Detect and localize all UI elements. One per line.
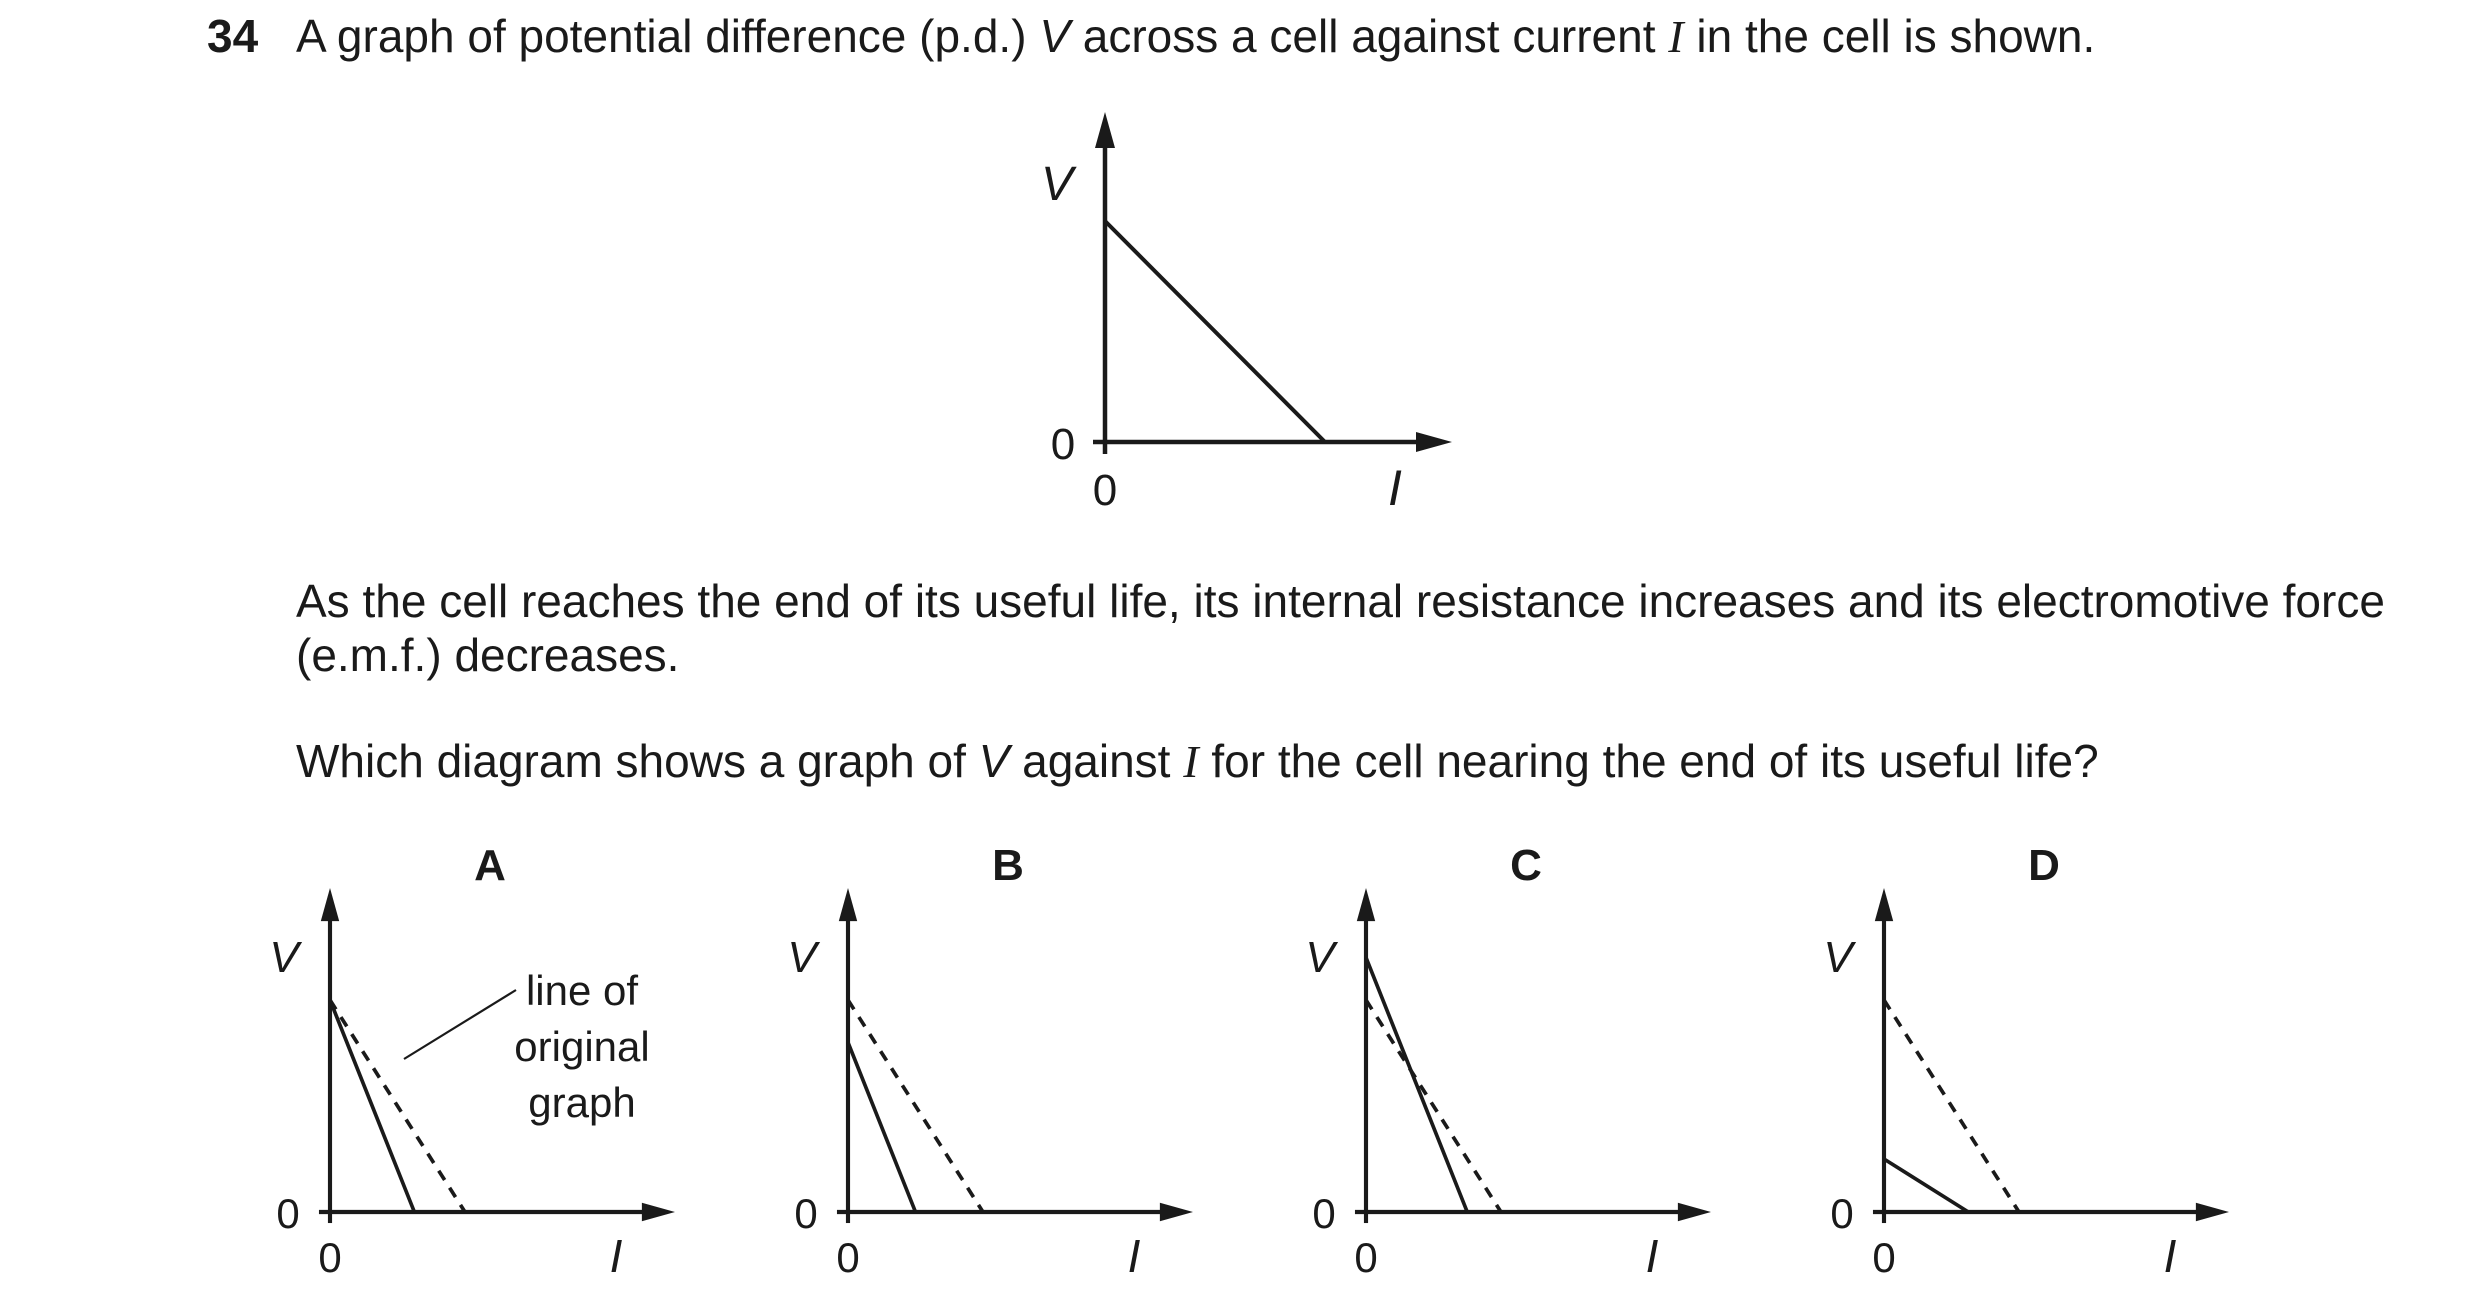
option-c-new-line [1366, 958, 1467, 1212]
option-d-i-arrowhead [2196, 1203, 2229, 1221]
intro-part-1: A graph of potential difference (p.d.) [296, 10, 1040, 62]
intro-symbol-v: V [1039, 10, 1070, 62]
main-label-zero-v: 0 [1050, 420, 1076, 469]
option-b-v-arrowhead [839, 888, 857, 921]
option-b-letter: B [992, 841, 1024, 890]
option-a-letter: A [474, 841, 506, 890]
option-c-i-arrowhead [1678, 1203, 1711, 1221]
option-d-label-zero-v: 0 [1830, 1190, 1854, 1237]
annotation-leader-line [404, 990, 516, 1059]
option-c-label-i: I [1645, 1230, 1659, 1282]
main-v-arrowhead [1095, 112, 1115, 148]
option-b-i-arrowhead [1160, 1203, 1193, 1221]
option-c-original-line [1366, 1000, 1501, 1212]
option-d-original-line [1884, 1000, 2019, 1212]
prompt-part-3: for the cell nearing the end of its useful life? [1198, 735, 2099, 787]
annotation [404, 967, 650, 1126]
main-graph [1041, 112, 1452, 516]
main-label-v: V [1040, 158, 1074, 211]
option-c-letter: C [1510, 841, 1542, 890]
prompt-part-2: against [1009, 735, 1184, 787]
option-d-label-v: V [1823, 933, 1853, 982]
main-label-i: I [1388, 460, 1402, 516]
question-paragraph: As the cell reaches the end of its useful life, its internal resistance increases and its electromotive force (e.m.f.) decreases. [296, 575, 2385, 681]
annotation-line-2: original [514, 1023, 650, 1070]
annotation-line-1: line of [525, 967, 639, 1014]
option-d-v-arrowhead [1875, 888, 1893, 921]
option-c-label-zero-i: 0 [1354, 1234, 1378, 1281]
option-d-letter: D [2028, 841, 2060, 890]
option-d-label-i: I [2163, 1230, 2177, 1282]
intro-part-2: across a cell against current [1070, 10, 1669, 62]
option-a-v-arrowhead [321, 888, 339, 921]
option-a-new-line [330, 1000, 414, 1212]
option-b [787, 841, 1193, 1282]
option-d [1823, 841, 2229, 1282]
option-b-label-zero-v: 0 [794, 1190, 818, 1237]
option-d-new-line [1884, 1159, 1968, 1212]
option-a-original-line [330, 1000, 465, 1212]
question-number: 34 [207, 10, 259, 62]
option-c-v-arrowhead [1357, 888, 1375, 921]
main-label-zero-i: 0 [1092, 466, 1118, 515]
option-b-original-line [848, 1000, 983, 1212]
option-c [1305, 841, 1711, 1282]
main-vi-line [1105, 221, 1325, 442]
option-a-label-zero-v: 0 [276, 1190, 300, 1237]
option-a-label-i: I [609, 1230, 623, 1282]
main-i-arrowhead [1416, 432, 1452, 452]
option-b-new-line [848, 1042, 916, 1212]
prompt-symbol-i: I [1183, 736, 1199, 787]
intro-part-3: in the cell is shown. [1683, 10, 2096, 62]
option-b-label-v: V [787, 933, 817, 982]
option-a-label-v: V [269, 933, 299, 982]
option-a-label-zero-i: 0 [318, 1234, 342, 1281]
intro-symbol-i: I [1668, 11, 1684, 62]
option-c-label-v: V [1305, 933, 1335, 982]
annotation-line-3: graph [528, 1079, 636, 1126]
option-d-label-zero-i: 0 [1872, 1234, 1896, 1281]
prompt-symbol-v: V [978, 735, 1010, 787]
option-b-label-zero-i: 0 [836, 1234, 860, 1281]
option-c-label-zero-v: 0 [1312, 1190, 1336, 1237]
option-b-label-i: I [1127, 1230, 1141, 1282]
option-a-i-arrowhead [642, 1203, 675, 1221]
prompt-part-1: Which diagram shows a graph of [296, 735, 979, 787]
